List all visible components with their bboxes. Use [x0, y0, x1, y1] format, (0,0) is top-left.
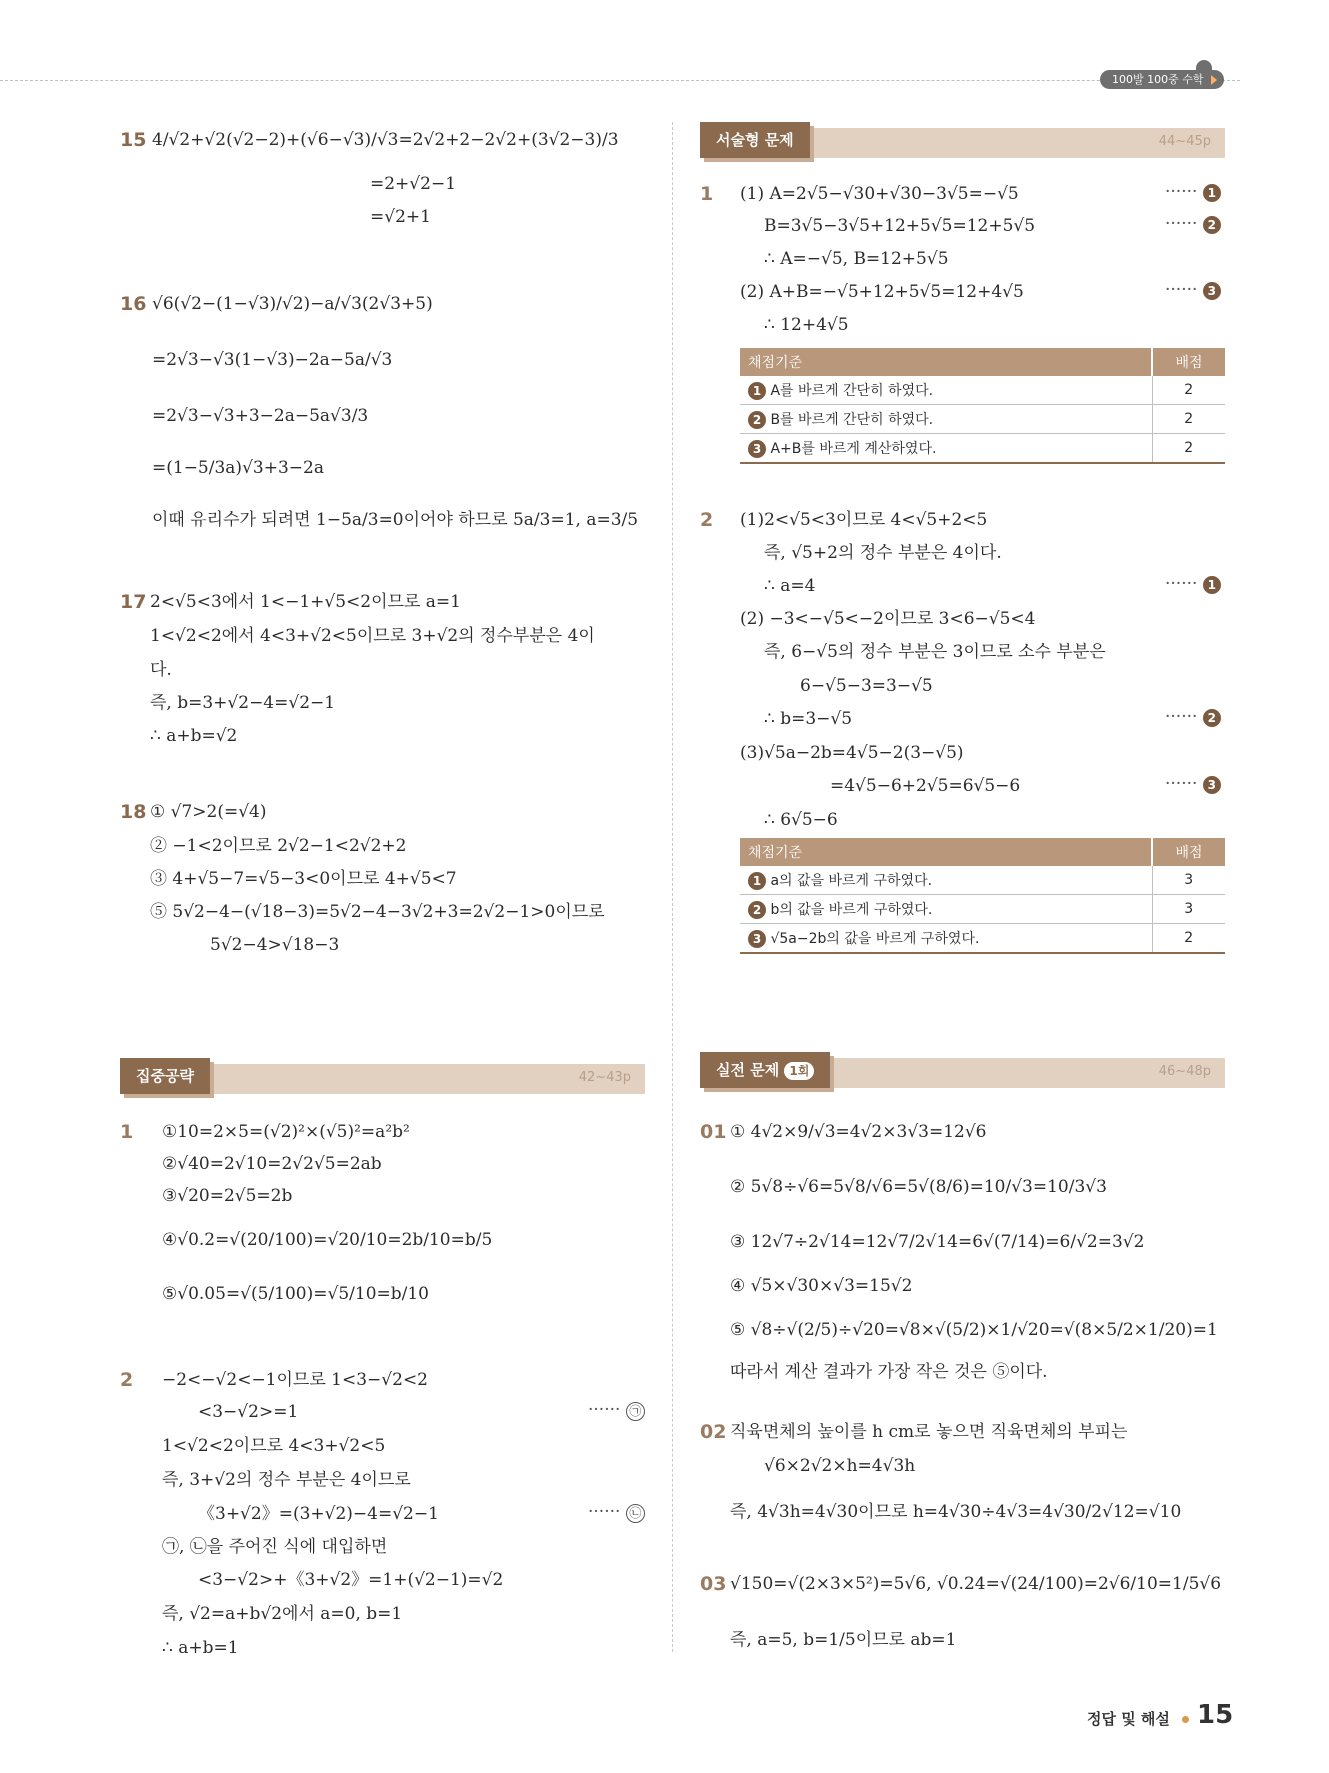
section-pages: 46~48p	[1158, 1064, 1211, 1079]
score-mark-3: ······ 3	[1165, 280, 1221, 300]
footer-dot-icon	[1182, 1716, 1189, 1723]
grading-row	[740, 376, 1225, 405]
problem-number: 01	[700, 1121, 727, 1143]
solution-line: ②√40=2√10=2√2√5=2ab	[162, 1154, 382, 1174]
grading-row	[740, 895, 1225, 924]
score-mark-1: ······ 1	[1165, 182, 1221, 202]
problem-number: 03	[700, 1573, 727, 1595]
grading-row	[740, 924, 1225, 954]
points: 2	[1152, 434, 1225, 464]
grading-row	[740, 405, 1225, 434]
solution-line: (2) −3<−√5<−2이므로 3<6−√5<4	[740, 609, 1036, 629]
solution-line: 즉, a=5, b=1/5이므로 ab=1	[730, 1630, 957, 1650]
solution-line: ④ √5×√30×√3=15√2	[730, 1276, 913, 1296]
problem-number: 02	[700, 1421, 727, 1443]
solution-line: 4/√2+√2(√2−2)+(√6−√3)/√3=2√2+2−2√2+(3√2−3)/3	[152, 130, 619, 150]
solution-line: ∴ a=4	[764, 576, 816, 596]
solution-line: ∴ 6√5−6	[764, 810, 838, 830]
solution-line: =(1−5/3a)√3+3−2a	[152, 458, 324, 478]
solution-line: √6×2√2×h=4√3h	[764, 1456, 916, 1476]
score-mark-2: ······ 2	[1165, 707, 1221, 727]
section-header-focus	[120, 1058, 645, 1098]
solution-line: ⑤ 5√2−4−(√18−3)=5√2−4−3√2+3=2√2−1>0이므로	[150, 902, 605, 922]
problem-number: 1	[120, 1121, 134, 1143]
solution-line: 2<√5<3에서 1<−1+√5<2이므로 a=1	[150, 592, 461, 612]
solution-line: <3−√2>=1	[198, 1402, 299, 1422]
score-mark-1: ······ 1	[1165, 574, 1221, 594]
solution-line: 즉, b=3+√2−4=√2−1	[150, 693, 336, 713]
solution-line: √150=√(2×3×5²)=5√6, √0.24=√(24/100)=2√6/10=1/5√6	[730, 1574, 1222, 1594]
grading-header	[740, 838, 1225, 866]
solution-line: ∴ a+b=1	[162, 1638, 239, 1658]
section-title: 서술형 문제	[700, 122, 810, 158]
points: 2	[1152, 924, 1225, 954]
header-rule	[0, 80, 1240, 81]
column-divider	[672, 122, 673, 1652]
solution-line: ① 4√2×9/√3=4√2×3√3=12√6	[730, 1122, 987, 1142]
problem-number: 2	[120, 1369, 134, 1391]
criterion: 2 b의 값을 바르게 구하였다.	[740, 895, 1152, 924]
solution-line: ① √7>2(=√4)	[150, 802, 267, 822]
solution-line: ㉠, ㉡을 주어진 식에 대입하면	[162, 1537, 388, 1557]
section-header-essay	[700, 122, 1225, 162]
points-header: 배점	[1152, 348, 1225, 376]
solution-line: ∴ A=−√5, B=12+5√5	[764, 249, 949, 269]
criterion: 3 √5a−2b의 값을 바르게 구하였다.	[740, 924, 1152, 954]
solution-line: 즉, √5+2의 정수 부분은 4이다.	[764, 543, 1002, 563]
mark-a: ······ ㉠	[588, 1400, 645, 1421]
solution-line: ③√20=2√5=2b	[162, 1186, 293, 1206]
solution-line: ∴ 12+4√5	[764, 315, 849, 335]
solution-line: −2<−√2<−1이므로 1<3−√2<2	[162, 1370, 428, 1390]
solution-line: B=3√5−3√5+12+5√5=12+5√5	[764, 216, 1036, 236]
section-pages: 42~43p	[578, 1070, 631, 1085]
section-header-practice	[700, 1052, 1225, 1092]
solution-line: √6(√2−(1−√3)/√2)−a/√3(2√3+5)	[152, 294, 433, 314]
solution-line: ⑤ √8÷√(2/5)÷√20=√8×√(5/2)×1/√20=√(8×5/2×1/20)=1	[730, 1320, 1218, 1340]
solution-line: ④√0.2=√(20/100)=√20/10=2b/10=b/5	[162, 1230, 493, 1250]
section-title: 실전 문제 1회	[700, 1052, 830, 1088]
criterion: 2 B를 바르게 간단히 하였다.	[740, 405, 1152, 434]
points: 3	[1152, 895, 1225, 924]
section-pages: 44~45p	[1158, 134, 1211, 149]
solution-line: ⑤√0.05=√(5/100)=√5/10=b/10	[162, 1284, 429, 1304]
solution-line: ③ 4+√5−7=√5−3<0이므로 4+√5<7	[150, 869, 457, 889]
solution-line: 직육면체의 높이를 h cm로 놓으면 직육면체의 부피는	[730, 1422, 1128, 1442]
solution-line: (2) A+B=−√5+12+5√5=12+4√5	[740, 282, 1024, 302]
criterion: 3 A+B를 바르게 계산하였다.	[740, 434, 1152, 464]
points: 2	[1152, 405, 1225, 434]
criteria-header: 채점기준	[740, 838, 1152, 866]
problem-number: 16	[120, 293, 147, 315]
score-mark-3: ······ 3	[1165, 774, 1221, 794]
solution-line: 즉, 6−√5의 정수 부분은 3이므로 소수 부분은	[764, 642, 1106, 662]
brand-label: 100발 100중 수학	[1100, 70, 1224, 89]
round-badge: 1회	[784, 1062, 814, 1080]
footer-label: 정답 및 해설	[1087, 1710, 1170, 1728]
brand-arrow-icon	[1211, 75, 1217, 85]
solution-line: =2+√2−1	[370, 174, 457, 194]
mark-b: ······ ㉡	[588, 1502, 645, 1523]
solution-line: ③ 12√7÷2√14=12√7/2√14=6√(7/14)=6/√2=3√2	[730, 1232, 1145, 1252]
solution-line: =√2+1	[370, 207, 431, 227]
solution-line: <3−√2>+《3+√2》=1+(√2−1)=√2	[198, 1570, 504, 1590]
criterion: 1 a의 값을 바르게 구하였다.	[740, 866, 1152, 895]
solution-line: 즉, 4√3h=4√30이므로 h=4√30÷4√3=4√30/2√12=√10	[730, 1502, 1182, 1522]
solution-line: 1<√2<2이므로 4<3+√2<5	[162, 1436, 386, 1456]
solution-line: (1)2<√5<3이므로 4<√5+2<5	[740, 510, 988, 530]
score-mark-2: ······ 2	[1165, 214, 1221, 234]
solution-line: =4√5−6+2√5=6√5−6	[830, 776, 1021, 796]
grading-row	[740, 434, 1225, 464]
problem-number: 17	[120, 591, 147, 613]
section-title: 집중공략	[120, 1058, 210, 1094]
grading-header	[740, 348, 1225, 376]
solution-line: 즉, 3+√2의 정수 부분은 4이므로	[162, 1470, 411, 1490]
solution-line: ∴ a+b=√2	[150, 726, 238, 746]
solution-line: 1<√2<2에서 4<3+√2<5이므로 3+√2의 정수부분은 4이	[150, 626, 595, 646]
solution-line: 6−√5−3=3−√5	[800, 676, 933, 696]
solution-line: ∴ b=3−√5	[764, 709, 853, 729]
solution-line: 즉, √2=a+b√2에서 a=0, b=1	[162, 1604, 403, 1624]
grading-row	[740, 866, 1225, 895]
points: 3	[1152, 866, 1225, 895]
grading-table	[740, 348, 1225, 464]
problem-number: 18	[120, 801, 147, 823]
solution-line: (3)√5a−2b=4√5−2(3−√5)	[740, 743, 964, 763]
solution-line: =2√3−√3+3−2a−5a√3/3	[152, 406, 369, 426]
points: 2	[1152, 376, 1225, 405]
solution-line: ② −1<2이므로 2√2−1<2√2+2	[150, 836, 407, 856]
criteria-header: 채점기준	[740, 348, 1152, 376]
solution-line: 5√2−4>√18−3	[210, 935, 340, 955]
points-header: 배점	[1152, 838, 1225, 866]
problem-number: 1	[700, 183, 714, 205]
solution-line: ② 5√8÷√6=5√8/√6=5√(8/6)=10/√3=10/3√3	[730, 1177, 1107, 1197]
solution-line: ①10=2×5=(√2)²×(√5)²=a²b²	[162, 1122, 410, 1142]
solution-line: =2√3−√3(1−√3)−2a−5a/√3	[152, 350, 393, 370]
grading-table	[740, 838, 1225, 954]
solution-line: 다.	[150, 660, 172, 680]
solution-line: 이때 유리수가 되려면 1−5a/3=0이어야 하므로 5a/3=1, a=3/5	[152, 510, 639, 530]
solution-line: 따라서 계산 결과가 가장 작은 것은 ⑤이다.	[730, 1362, 1048, 1382]
solution-line: 《3+√2》=(3+√2)−4=√2−1	[198, 1504, 439, 1524]
criterion: 1 A를 바르게 간단히 하였다.	[740, 376, 1152, 405]
problem-number: 15	[120, 129, 147, 151]
solution-line: (1) A=2√5−√30+√30−3√5=−√5	[740, 184, 1019, 204]
problem-number: 2	[700, 509, 714, 531]
page-number: 15	[1197, 1700, 1234, 1730]
